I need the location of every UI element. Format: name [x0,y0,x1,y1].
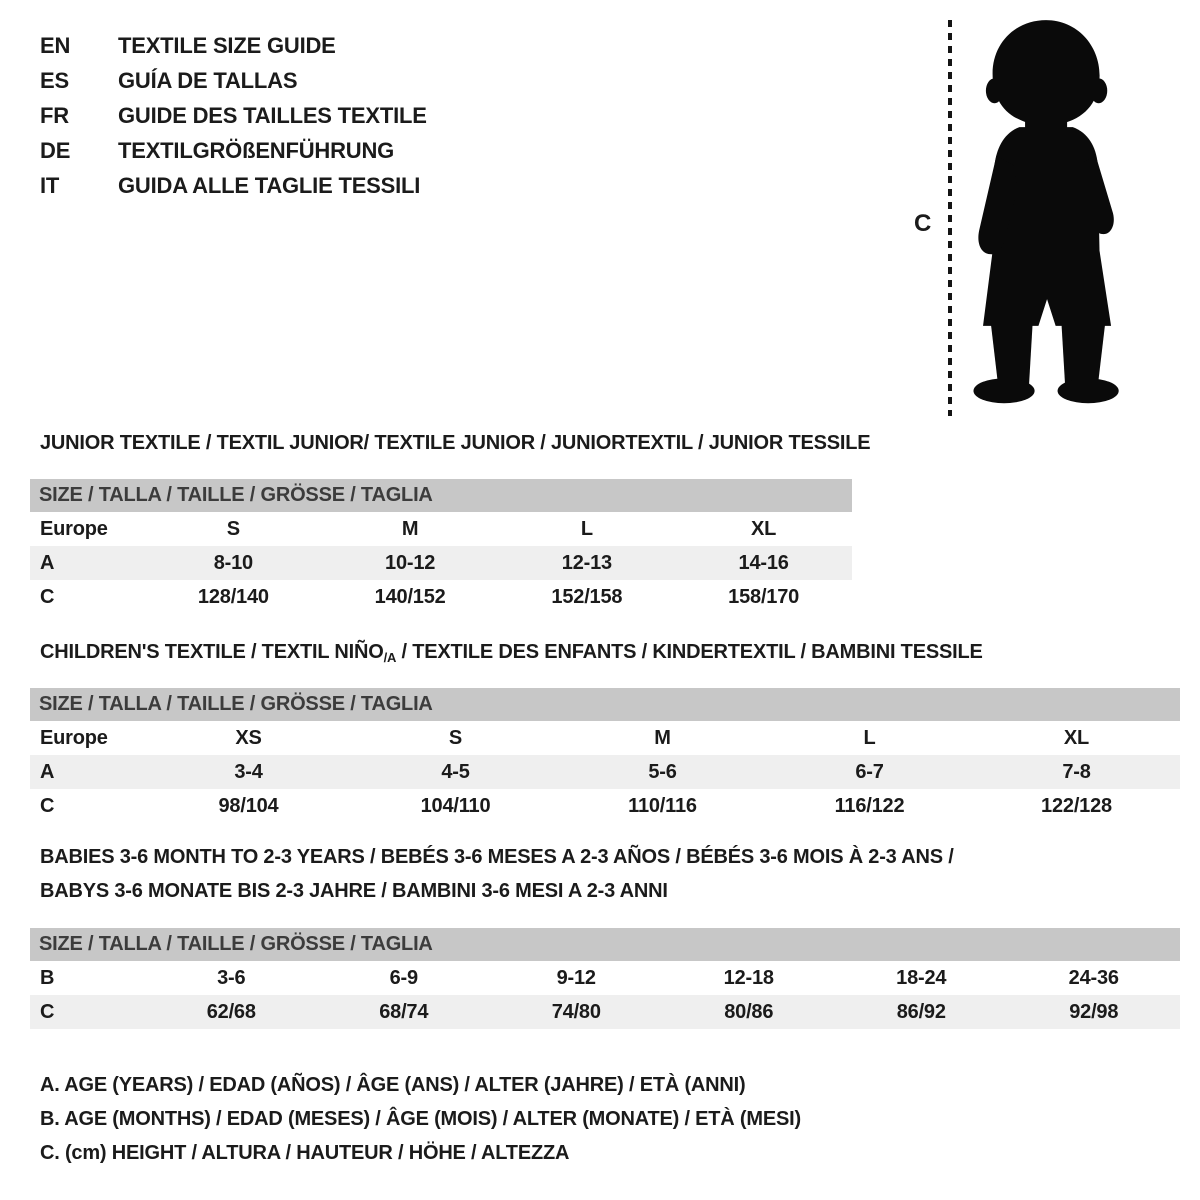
legend-note-b: B. AGE (MONTHS) / EDAD (MESES) / ÂGE (MOIS) / ALTER (MONATE) / ETÀ (MESI) [40,1108,801,1130]
language-title-list [40,28,427,203]
table-cell: 158/170 [728,585,800,608]
table-cell: 4-5 [441,760,470,783]
table-cell: 5-6 [648,760,677,783]
babies-table [30,961,1180,1029]
language-row-en [40,28,427,63]
language-title: TEXTILGRÖßENFÜHRUNG [118,138,395,163]
children-title-subscript: /A [383,650,397,665]
language-row-it [40,168,427,203]
column-header-cell: S [226,517,240,540]
children-section-title [40,641,983,665]
toddler-silhouette-icon [962,12,1134,418]
legend-note-a: A. AGE (YEARS) / EDAD (AÑOS) / ÂGE (ANS) / ALTER (JAHRE) / ETÀ (ANNI) [40,1074,746,1096]
language-title: GUIDE DES TAILLES TEXTILE [118,103,427,128]
language-title: TEXTILE SIZE GUIDE [118,33,336,58]
column-header-cell: S [448,726,463,749]
table-cell: 74/80 [551,1000,601,1023]
junior-table [30,512,852,614]
table-cell: 9-12 [556,966,596,989]
language-row-es [40,63,427,98]
language-row-de [40,133,427,168]
table-cell: 14-16 [738,551,789,574]
row-label-cell: C [40,585,55,608]
children-size-header-bar: SIZE / TALLA / TAILLE / GRÖSSE / TAGLIA [30,688,1180,721]
table-cell: 6-7 [855,760,884,783]
table-cell: 7-8 [1062,760,1091,783]
babies-section-title-line1: BABIES 3-6 MONTH TO 2-3 YEARS / BEBÉS 3-6 MESES A 2-3 AÑOS / BÉBÉS 3-6 MOIS À 2-3 ANS / [40,846,954,868]
language-code: FR [40,103,69,128]
table-cell: 128/140 [197,585,269,608]
row-label-cell: C [40,1000,55,1023]
table-cell: 116/122 [834,794,905,817]
height-measure-label: C [914,210,932,237]
table-cell: 3-4 [234,760,263,783]
column-header-cell: XL [751,517,777,540]
babies-size-header-bar: SIZE / TALLA / TAILLE / GRÖSSE / TAGLIA [30,928,1180,961]
table-cell: 68/74 [379,1000,429,1023]
children-row-age [30,755,1180,789]
table-cell: 122/128 [1041,794,1112,817]
column-header-cell: Europe [40,517,108,540]
table-cell: 10-12 [385,551,436,574]
table-cell: 140/152 [374,585,446,608]
table-cell: 3-6 [217,966,246,989]
language-code: EN [40,33,71,58]
babies-section-title-line2: BABYS 3-6 MONATE BIS 2-3 JAHRE / BAMBINI 3-6 MESI A 2-3 ANNI [40,880,668,902]
babies-row-height [30,995,1180,1029]
table-cell: 104/110 [420,794,491,817]
row-label-cell: C [40,794,55,817]
table-cell: 152/158 [551,585,623,608]
children-title-prefix: CHILDREN'S TEXTILE / TEXTIL NIÑO [40,641,384,663]
table-cell: 110/116 [628,794,697,817]
row-label-cell: B [40,966,55,989]
language-code: DE [40,138,71,163]
table-cell: 6-9 [389,966,418,989]
table-cell: 62/68 [206,1000,256,1023]
table-cell: 98/104 [218,794,279,817]
children-title-suffix: / TEXTILE DES ENFANTS / KINDERTEXTIL / BAMBINI TESSILE [396,641,983,663]
column-header-cell: XL [1063,726,1090,749]
table-cell: 12-13 [561,551,612,574]
table-cell: 92/98 [1069,1000,1119,1023]
children-column-header-row [30,721,1180,755]
babies-row-months [30,961,1180,995]
language-code: IT [40,173,60,198]
column-header-cell: L [863,726,876,749]
children-row-height [30,789,1180,823]
column-header-cell: XS [235,726,262,749]
junior-row-height [30,580,852,614]
row-label-cell: A [40,760,55,783]
legend-notes [40,1068,801,1170]
language-title: GUÍA DE TALLAS [118,68,298,93]
legend-note-c: C. (cm) HEIGHT / ALTURA / HAUTEUR / HÖHE / ALTEZZA [40,1142,570,1164]
column-header-cell: Europe [40,726,108,749]
table-cell: 24-36 [1068,966,1119,989]
table-cell: 86/92 [896,1000,946,1023]
junior-column-header-row [30,512,852,546]
junior-row-age [30,546,852,580]
children-table [30,721,1180,823]
column-header-cell: M [401,517,419,540]
table-cell: 80/86 [724,1000,774,1023]
table-cell: 18-24 [896,966,947,989]
language-title: GUIDA ALLE TAGLIE TESSILI [118,173,421,198]
table-cell: 12-18 [723,966,774,989]
language-row-fr [40,98,427,133]
junior-section-title: JUNIOR TEXTILE / TEXTIL JUNIOR/ TEXTILE JUNIOR / JUNIORTEXTIL / JUNIOR TESSILE [40,432,871,454]
column-header-cell: M [654,726,671,749]
junior-size-header-bar: SIZE / TALLA / TAILLE / GRÖSSE / TAGLIA [30,479,852,512]
table-cell: 8-10 [213,551,253,574]
column-header-cell: L [580,517,593,540]
language-code: ES [40,68,69,93]
height-dashed-line [948,20,952,416]
row-label-cell: A [40,551,55,574]
